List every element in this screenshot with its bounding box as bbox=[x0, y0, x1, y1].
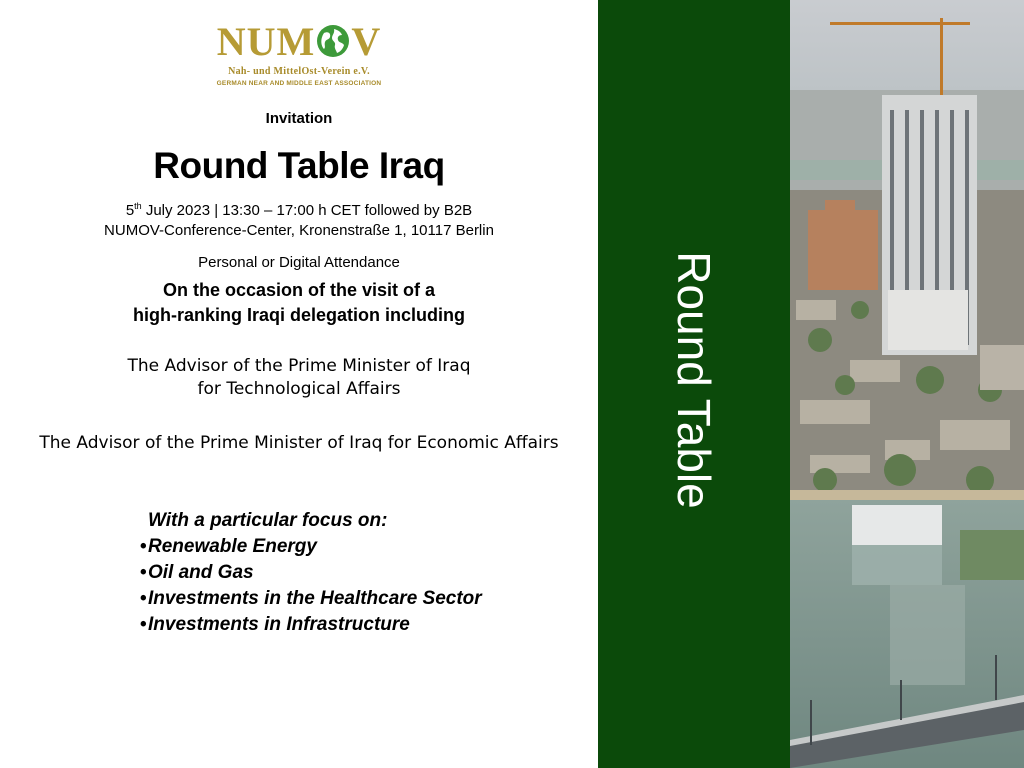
list-item bbox=[140, 586, 482, 612]
baghdad-city-photo bbox=[790, 0, 1024, 768]
event-time: July 2023 | 13:30 – 17:00 h CET followed by B2B bbox=[141, 202, 473, 219]
attendance-mode: Personal or Digital Attendance bbox=[198, 254, 400, 271]
numov-logo bbox=[0, 20, 598, 64]
logo-tagline: GERMAN NEAR AND MIDDLE EAST ASSOCIATION bbox=[216, 80, 382, 87]
page-title: Round Table Iraq bbox=[153, 145, 445, 186]
focus-item-label: Oil and Gas bbox=[148, 562, 254, 583]
advisor-technology-line-1: The Advisor of the Prime Minister of Iraq bbox=[127, 356, 471, 376]
logo-subtitle: Nah- und MittelOst-Verein e.V. bbox=[228, 66, 370, 77]
logo-word-left: NUM bbox=[216, 19, 316, 64]
event-day-suffix: th bbox=[134, 201, 142, 211]
city-photo-illustration bbox=[790, 0, 1024, 768]
advisor-economic: The Advisor of the Prime Minister of Iraq for Economic Affairs bbox=[39, 433, 559, 453]
list-item bbox=[140, 612, 482, 638]
bullet-icon: • bbox=[140, 614, 147, 635]
bullet-icon: • bbox=[140, 536, 147, 557]
focus-list bbox=[140, 534, 482, 638]
focus-heading: With a particular focus on: bbox=[148, 510, 388, 531]
list-item bbox=[140, 534, 482, 560]
globe-icon bbox=[316, 24, 350, 58]
focus-item-label: Investments in the Healthcare Sector bbox=[148, 588, 482, 609]
event-day: 5 bbox=[125, 202, 135, 219]
event-date bbox=[0, 201, 598, 219]
focus-item-label: Renewable Energy bbox=[148, 536, 317, 557]
event-venue: NUMOV-Conference-Center, Kronenstraße 1, 10117 Berlin bbox=[104, 222, 494, 239]
list-item bbox=[140, 560, 482, 586]
vertical-title: Round Table bbox=[668, 251, 720, 509]
advisor-technology-line-2: for Technological Affairs bbox=[197, 379, 401, 399]
logo-word-right: V bbox=[351, 19, 382, 64]
bullet-icon: • bbox=[140, 588, 147, 609]
occasion-line-2: high-ranking Iraqi delegation including bbox=[132, 305, 465, 325]
occasion-line-1: On the occasion of the visit of a bbox=[162, 280, 436, 300]
bullet-icon: • bbox=[140, 562, 147, 583]
invitation-label: Invitation bbox=[265, 110, 333, 127]
focus-item-label: Investments in Infrastructure bbox=[148, 614, 410, 635]
